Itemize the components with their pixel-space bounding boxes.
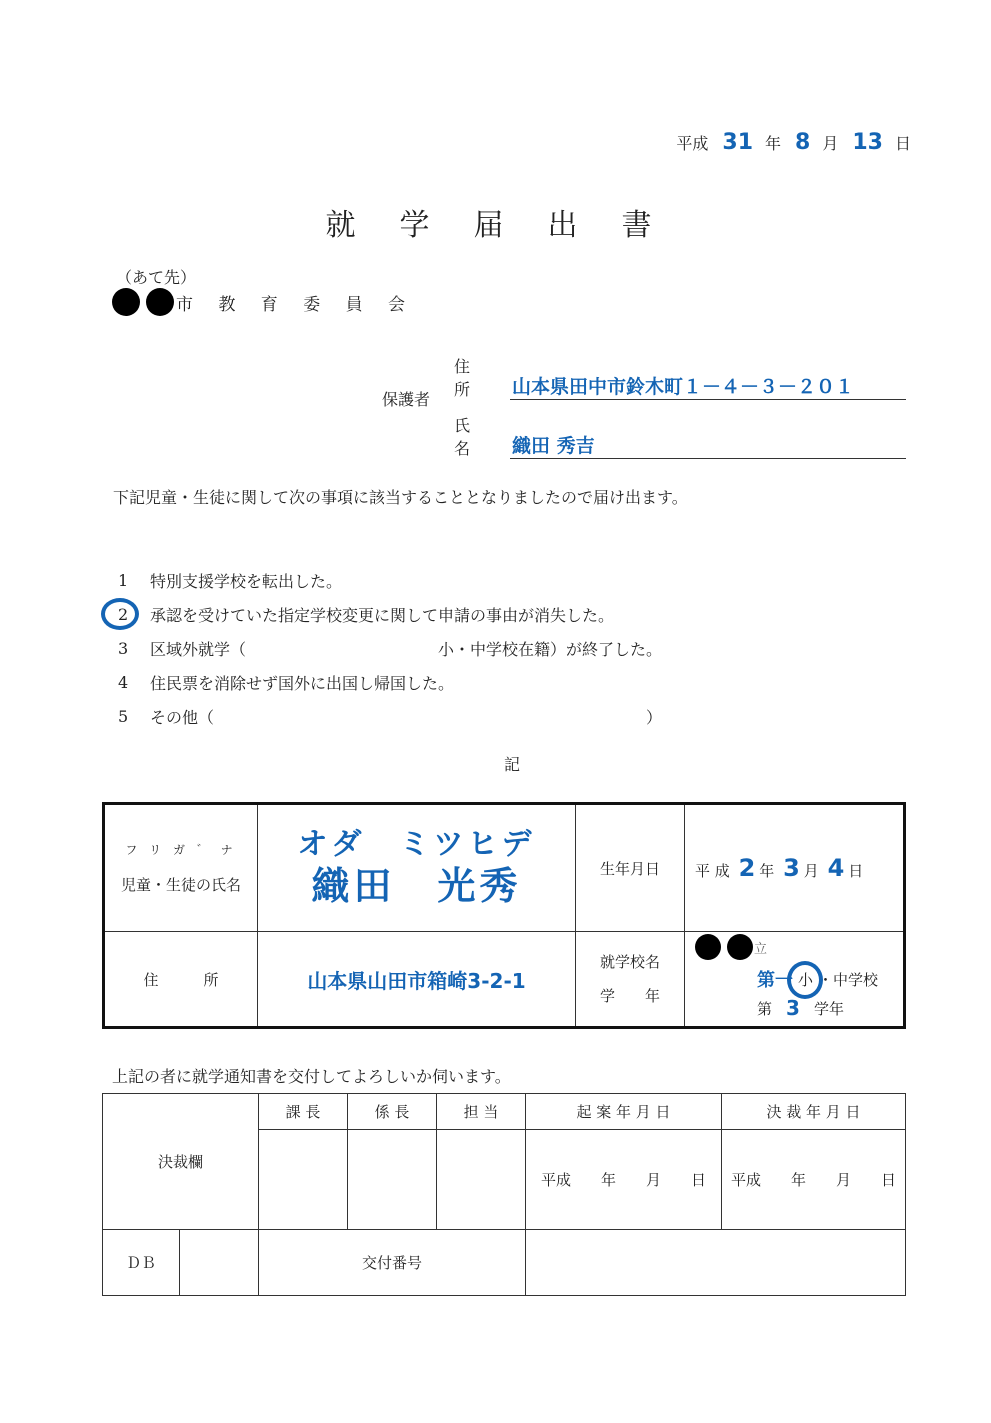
ki-heading: 記 <box>504 755 521 774</box>
student-address-cell[interactable] <box>258 932 576 1028</box>
birth-month-unit: 月 <box>803 862 819 880</box>
reason-text: その他（ ） <box>150 707 663 727</box>
document-title: 就学届出書 <box>325 208 696 243</box>
reason-number: 1 <box>118 570 129 590</box>
reason-number: 4 <box>118 672 129 692</box>
student-table <box>102 802 906 1029</box>
student-name-label: 児童・生徒の氏名 <box>120 876 241 894</box>
birth-year-unit: 年 <box>759 862 775 880</box>
db-label: ＤＢ <box>103 1230 180 1296</box>
school-type-rest: ・中学校 <box>818 970 879 989</box>
birth-label: 生年月日 <box>576 804 685 932</box>
school-grade-label-cell <box>576 932 685 1028</box>
grade-row <box>757 996 844 1020</box>
selection-circle <box>787 961 823 999</box>
guardian-address-field[interactable]: 山本県田中市鈴木町１－４－３－２０１ <box>510 375 906 400</box>
header-subsection-chief: 係 長 <box>348 1094 437 1130</box>
student-address-label: 住 所 <box>104 932 258 1028</box>
redaction-mark <box>112 288 140 316</box>
date-era: 平成 <box>676 134 709 153</box>
seal-section-chief[interactable] <box>259 1130 348 1230</box>
reason-item-5[interactable] <box>115 699 662 733</box>
selection-circle <box>101 598 139 630</box>
school-owner <box>695 934 767 960</box>
guardian-address-row <box>454 354 906 400</box>
school-label: 就学校名 <box>599 953 660 971</box>
school-suffix: 立 <box>754 941 768 957</box>
school-type-small: 小 <box>798 970 814 989</box>
reason-item-3[interactable] <box>115 631 662 665</box>
guardian-name-label: 氏名 <box>454 416 485 458</box>
redaction-mark <box>146 288 174 316</box>
guardian-label: 保護者 <box>382 390 431 409</box>
school-name <box>757 966 878 992</box>
birth-date-cell[interactable] <box>685 804 905 932</box>
grade-unit: 学年 <box>813 999 844 1018</box>
header-approval-date: 決 裁 年 月 日 <box>722 1094 906 1130</box>
date-month: 8 <box>795 130 811 155</box>
addressee-label: （あて先） <box>116 268 197 287</box>
grade-value: 3 <box>786 996 800 1020</box>
student-furigana: オダ ミツヒデ <box>297 827 536 862</box>
notice-text: 上記の者に就学通知書を交付してよろしいか伺います。 <box>112 1067 511 1086</box>
birth-month: 3 <box>783 854 800 882</box>
reason-item-1[interactable] <box>115 563 662 597</box>
redaction-mark <box>695 934 721 960</box>
seal-staff[interactable] <box>437 1130 526 1230</box>
addressee-name: 市 教 育 委 員 会 <box>176 294 416 315</box>
date-day-unit: 日 <box>894 134 911 153</box>
reason-number: 3 <box>118 638 129 658</box>
grade-label: 学 年 <box>599 987 660 1005</box>
approval-date-field[interactable]: 平成 年 月 日 <box>722 1130 906 1230</box>
school-grade-cell[interactable] <box>685 932 905 1028</box>
date-year: 31 <box>722 130 754 155</box>
reason-item-2[interactable] <box>115 597 662 631</box>
birth-era: 平 成 <box>695 862 730 880</box>
reason-text: 特別支援学校を転出した。 <box>150 571 343 591</box>
guardian-name-field[interactable]: 織田 秀吉 <box>510 434 906 459</box>
reason-text: 住民票を消除せず国外に出国し帰国した。 <box>150 673 455 693</box>
guardian-address-label: 住所 <box>454 357 485 399</box>
reason-list <box>115 563 662 733</box>
addressee <box>112 288 415 316</box>
seal-subsection-chief[interactable] <box>348 1130 437 1230</box>
db-field[interactable] <box>180 1230 259 1296</box>
date-month-unit: 月 <box>822 134 839 153</box>
kessai-label: 決裁欄 <box>103 1094 259 1230</box>
header-staff: 担 当 <box>437 1094 526 1130</box>
school-type-small-wrap <box>793 969 818 990</box>
redaction-mark <box>727 934 753 960</box>
approval-table <box>102 1093 906 1296</box>
submission-date <box>676 130 911 155</box>
furigana-label: フ リ ガ ゛ ナ <box>125 843 237 857</box>
date-year-unit: 年 <box>765 134 782 153</box>
student-name-cell[interactable] <box>258 804 576 932</box>
birth-day-unit: 日 <box>848 862 864 880</box>
reason-number: 5 <box>118 706 129 726</box>
student-name: 織田 光秀 <box>311 864 522 908</box>
reason-text: 承認を受けていた指定学校変更に関して申請の事由が消失した。 <box>150 605 615 625</box>
reason-number: 2 <box>118 604 129 624</box>
date-day: 13 <box>852 130 883 155</box>
header-section-chief: 課 長 <box>259 1094 348 1130</box>
grade-prefix: 第 <box>757 999 773 1018</box>
statement-text: 下記児童・生徒に関して次の事項に該当することとなりましたので届け出ます。 <box>113 488 688 507</box>
reason-text: 区域外就学（ 小・中学校在籍）が終了した。 <box>150 639 663 659</box>
student-name-label-cell <box>104 804 258 932</box>
issue-number-field[interactable] <box>526 1230 906 1296</box>
header-draft-date: 起 案 年 月 日 <box>526 1094 722 1130</box>
guardian-name-row <box>454 413 906 459</box>
birth-year: 2 <box>738 854 756 882</box>
birth-day: 4 <box>827 854 845 882</box>
reason-item-4[interactable] <box>115 665 662 699</box>
issue-number-label: 交付番号 <box>259 1230 526 1296</box>
draft-date-field[interactable]: 平成 年 月 日 <box>526 1130 722 1230</box>
school-prefix: 第一 <box>757 970 793 991</box>
student-address: 山本県山田市箱崎3-2-1 <box>307 968 526 993</box>
